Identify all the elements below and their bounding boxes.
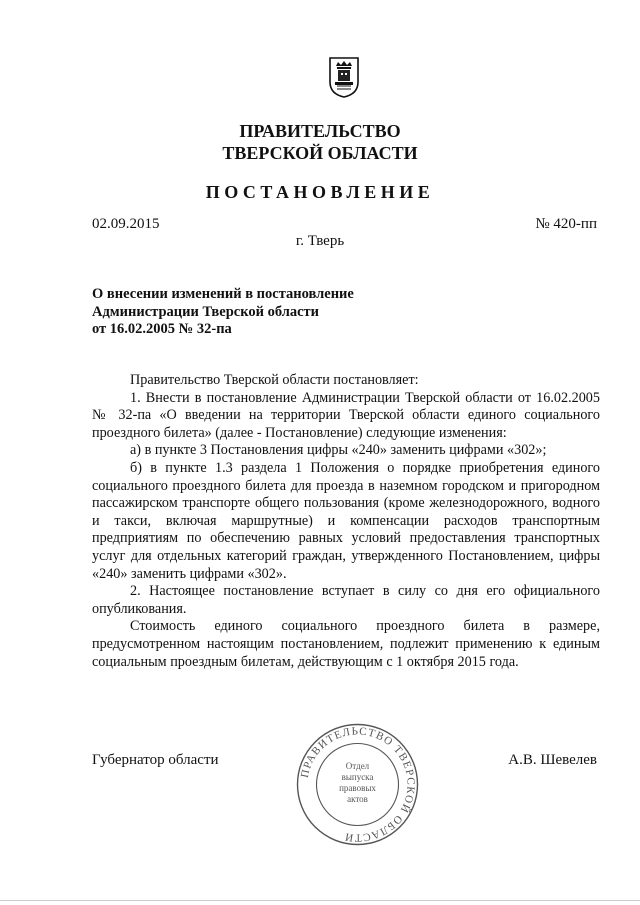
document-subject — [92, 286, 412, 339]
body-paragraph: 1. Внести в постановление Администрации Тверской области от 16.02.2005 № 32-па «О введении на территории Тверской области единого социального проездного билета» (далее - Постановление) следующие изменения: — [92, 389, 600, 441]
stamp-line-4: актов — [347, 794, 368, 804]
document-body — [92, 372, 600, 671]
signatory-name: А.В. Шевелев — [508, 752, 597, 768]
organization-name — [0, 120, 640, 164]
document-date: 02.09.2015 — [92, 216, 160, 232]
body-paragraph: Правительство Тверской области постановляет: — [130, 372, 419, 388]
body-paragraph: Стоимость единого социального проездного билета в размере, предусмотренном настоящим постановлением, подлежит применению к единым социальным проездным билетам, действующим с 1 октября 2015 года. — [92, 618, 600, 670]
body-paragraph: б) в пункте 1.3 раздела 1 Положения о порядке приобретения единого социального проездного билета для проезда в наземном городском и пригородном пассажирском транспорте общего пользования (кроме железнодорожного, водного и такси, включая маршрутные) и компенсации расходов транспортным предприятиям по обеспечению равных условий предоставления транспортных услуг для отдельных категорий граждан, утвержденного Постановлением, цифры «240» заменить цифрами «302». — [92, 459, 600, 582]
stamp-line-1: Отдел — [345, 761, 370, 771]
subject-line-3: от 16.02.2005 № 32-па — [92, 321, 232, 337]
stamp-line-3: правовых — [339, 783, 376, 793]
org-line-1: ПРАВИТЕЛЬСТВО — [239, 121, 401, 141]
signatory-title: Губернатор области — [92, 752, 219, 768]
official-stamp — [295, 722, 420, 847]
document-type: ПОСТАНОВЛЕНИЕ — [205, 182, 435, 202]
document-city: г. Тверь — [295, 233, 345, 249]
page-bottom-edge — [0, 900, 640, 901]
tver-coat-of-arms-icon — [328, 56, 360, 98]
body-paragraph: а) в пункте 3 Постановления цифры «240» заменить цифрами «302»; — [130, 442, 547, 459]
subject-line-2: Администрации Тверской области — [92, 303, 320, 320]
subject-line-1: О внесении изменений в постановление — [92, 286, 354, 302]
stamp-ring-text: ПРАВИТЕЛЬСТВО ТВЕРСКОЙ ОБЛАСТИ — [298, 725, 417, 844]
document-number: № 420-пп — [535, 216, 597, 232]
org-line-2: ТВЕРСКОЙ ОБЛАСТИ — [222, 143, 418, 163]
body-paragraph: 2. Настоящее постановление вступает в силу со дня его официального опубликования. — [92, 583, 600, 617]
stamp-line-2: выпуска — [341, 772, 374, 782]
